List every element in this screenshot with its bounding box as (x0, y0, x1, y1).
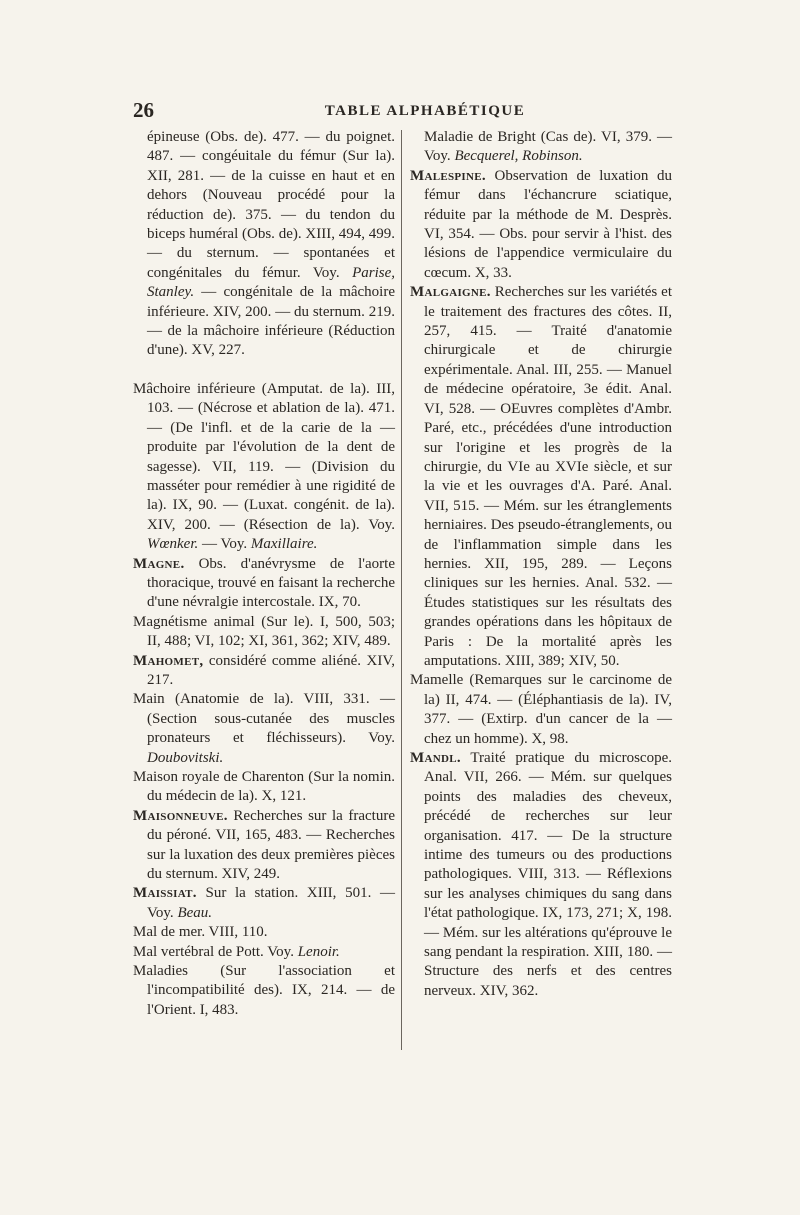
entry-text: Mamelle (Remarques sur le carcinome de la) II, 474. — (Éléphantiasis de la). IV, 377. — (Extirp. d'un cancer de la — chez un homme). X, 98. (410, 672, 672, 747)
entry-text: Recherches sur les variétés et le traitement des fractures des côtes. II, 257, 415. — Traité d'anatomie chirurgicale et de chirurgie expérimentale. Anal. III, 255. — Manuel de médecine opératoire, 3e édit. Anal. VI, 528. — OEuvres complètes d'Ambr. Paré, etc., précédées d'une introduction sur l'origine et les progrès de la chirurgie, du VIe au XVIe siècle, et sur la vie et les ouvrages d'A. Paré. Anal. VII, 515. — Mém. sur les étranglements herniaires. Des pseudo-étranglements, ou de l'inflammation simple dans les hernies. XII, 195, 289. — Leçons cliniques sur les hernies. Anal. 532. — Études statistiques sur les résultats des grandes opérations dans les hôpitaux de Paris : De la mortalité après les amputations. XIII, 389; XIV, 50. (424, 284, 672, 669)
entry-text: Maison royale de Charenton (Sur la nomin. du médecin de la). X, 121. (133, 769, 395, 805)
index-entry (410, 671, 672, 749)
entry-text: — congénitale de la mâchoire inférieure. XIV, 200. — du sternum. 219. — de la mâchoire inférieure (Réduction d'une). XV, 227. (147, 284, 395, 359)
entry-cross-reference: Wœnker. (147, 536, 199, 553)
index-entry (133, 613, 395, 652)
entry-text: — Voy. (198, 536, 251, 553)
index-entry (133, 884, 395, 923)
entry-text: Traité pratique du microscope. Anal. VII, 266. — Mém. sur quelques points des maladies des cheveux, précédé de recherches sur leur organisation. 417. — De la structure intime des tumeurs ou des productions pathologiques. VIII, 313. — Réflexions sur les analyses chimiques du sang dans l'état pathologique. IX, 173, 271; X, 198. — Mém. sur les altérations qu'éprouve le sang pendant la respiration. XIII, 180. — Structure des nerfs et des centres nerveux. XIV, 362. (424, 750, 672, 999)
entry-cross-reference: Parise, Stanley. (147, 264, 395, 301)
index-entry (133, 768, 395, 807)
index-entry (133, 923, 395, 942)
index-entry (133, 380, 395, 555)
index-entry (133, 555, 395, 613)
running-head: TABLE ALPHABÉTIQUE (324, 103, 526, 119)
entry-text: Sur la station. XIII, 501. — Voy. (147, 885, 395, 921)
entry-text: Main (Anatomie de la). VIII, 331. — (Section sous-cutanée des muscles pronateurs et fléchisseurs). Voy. (133, 691, 395, 747)
index-entry (410, 749, 672, 1001)
entry-text: Mâchoire inférieure (Amputat. de la). III, 103. — (Nécrose et ablation de la). 471. — (De l'infl. et de la carie de la — produite par l'évolution de la dent de sagesse). VII, 119. — (Division du masséter pour remédier à une rigidité de la). IX, 90. — (Luxat. congénit. de la). XIV, 200. — (Résection de la). Voy. (133, 380, 395, 533)
left-column (133, 128, 395, 1020)
entry-text: Observation de luxation du fémur dans l'échancrure sciatique, réduite par la méthode de M. Desprès. VI, 354. — Obs. pour servir à l'hist. des lésions de l'appendice vermiculaire du cœcum. X, 33. (424, 167, 672, 281)
entry-cross-reference: Doubovitski. (147, 749, 224, 766)
entry-cross-reference: Becquerel, Robinson. (454, 148, 583, 165)
entry-cross-reference: Lenoir. (297, 943, 340, 960)
index-entry (410, 128, 672, 167)
entry-text: Magnétisme animal (Sur le). I, 500, 503; II, 488; VI, 102; XI, 361, 362; XIV, 489. (133, 613, 395, 650)
right-column (410, 128, 672, 1001)
entry-text: Recherches sur la fracture du péroné. VII, 165, 483. — Recherches sur la luxation des deux premières pièces du sternum. XIV, 249. (147, 807, 395, 883)
entry-text: Mal de mer. VIII, 110. (133, 924, 268, 941)
entry-author-name: Mahomet, (133, 652, 204, 669)
entry-cross-reference: Maxillaire. (250, 536, 318, 553)
index-entry (133, 943, 395, 962)
entry-text: Obs. d'anévrysme de l'aorte thoracique, trouvé en faisant la recherche d'une névralgie intercostale. IX, 70. (147, 555, 395, 611)
column-divider (401, 130, 402, 1050)
entry-author-name: Maisonneuve. (133, 807, 228, 824)
entry-text: Mal vertébral de Pott. Voy. (133, 943, 298, 960)
entry-author-name: Maissiat. (133, 885, 197, 902)
index-entry (133, 128, 395, 361)
entry-author-name: Mandl. (410, 750, 461, 766)
index-entry (410, 283, 672, 671)
entry-author-name: Malgaigne. (410, 284, 491, 301)
page-number: 26 (133, 98, 154, 122)
index-entry (133, 652, 395, 691)
entry-text: Maladie de Bright (Cas de). VI, 379. — Voy. (424, 129, 672, 165)
index-entry (133, 690, 395, 768)
entry-text: considéré comme aliéné. XIV, 217. (147, 652, 395, 688)
index-entry (133, 807, 395, 885)
index-entry (133, 962, 395, 1020)
entry-text: Maladies (Sur l'association et l'incompatibilité des). IX, 214. — de l'Orient. I, 483. (133, 963, 395, 1018)
entry-cross-reference: Beau. (177, 904, 213, 921)
index-entry (410, 167, 672, 283)
entry-author-name: Magne. (133, 555, 185, 572)
entry-author-name: Malespine. (410, 167, 486, 184)
entry-text: épineuse (Obs. de). 477. — du poignet. 487. — congéuitale du fémur (Sur la). XII, 281. — de la cuisse en haut et en dehors (Nouveau procédé pour la réduction de). 375. — du tendon du biceps huméral (Obs. de). XIII, 494, 499. — du sternum. — spontanées et congénitales du fémur. Voy. (147, 129, 395, 281)
